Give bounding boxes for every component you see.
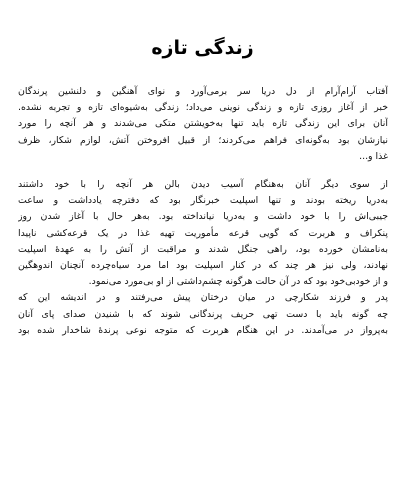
text-line: چه گونه باید با دست تهی حریف پرندگانی شوند که با شنیدن صدای پای آنان — [18, 308, 388, 320]
text-line: به‌نامشان خورده بود، راهی جنگل شدند و مراقبت از آتش را به عهدهٔ اسپلیت — [18, 243, 388, 255]
text-line: از سوی دیگر آنان به‌هنگام آسیب دیدن بالن هر آنچه را با خود داشتند — [18, 179, 388, 191]
text-line: و از خودبی‌خود بود که در آن حالت هرگونه چشم‌داشتی از او بی‌مورد می‌نمود. — [88, 276, 388, 288]
text-line: غذا و... — [359, 150, 388, 162]
text-line: نهادند، ولی نیز هر چند که در کنار اسپلیت بود اما مرد سیاه‌چرده آنچنان اندوهگین — [18, 260, 388, 272]
text-line: آفتاب آرام‌آرام از دل دریا سر برمی‌آورد و نوای آهنگین و دلنشین پرندگان — [18, 86, 388, 97]
text-line: پدر و فرزند شکارچی در میان درختان پیش می‌رفتند و در اندیشه این که — [18, 292, 388, 304]
text-line: جیبی‌اش را با خود داشت و به‌دریا نیانداخته بود. به‌هر حال با آغاز شدن روز — [18, 211, 388, 223]
text-line: آنان برای این زندگی تازه باید تنها به‌خویشتن متکی می‌شدند و هر آنچه را مورد — [18, 118, 388, 130]
text-line: خبر از آغاز روزی تازه و زندگی نوینی می‌داد؛ زندگی به‌شیوه‌ای تازه و تجربه نشده. — [18, 102, 388, 114]
body-text — [18, 84, 388, 474]
paragraph-1 — [18, 84, 388, 165]
paragraph-3 — [18, 290, 388, 339]
paragraph-2 — [18, 177, 388, 290]
page-title: زندگی تازه — [151, 37, 254, 59]
text-line: پنکراف و هربرت که گویی قرعه مأموریت تهیه غذا در یک قرعه‌کشی ناپیدا — [18, 227, 388, 239]
text-line: نیازشان بود به‌گونه‌ای فراهم می‌کردند؛ از قبیل افروختن آتش، لوازم شکار، ظرف — [18, 134, 388, 146]
text-line: به‌پرواز در می‌آمدند. در این هنگام هربرت که متوجه نوعی پرندهٔ شاخدار شده بود — [18, 324, 388, 336]
text-line: به‌دریا ریخته بودند و تنها اسپلیت خبرنگار بود که دفترچه یادداشت و ساعت — [18, 195, 388, 207]
